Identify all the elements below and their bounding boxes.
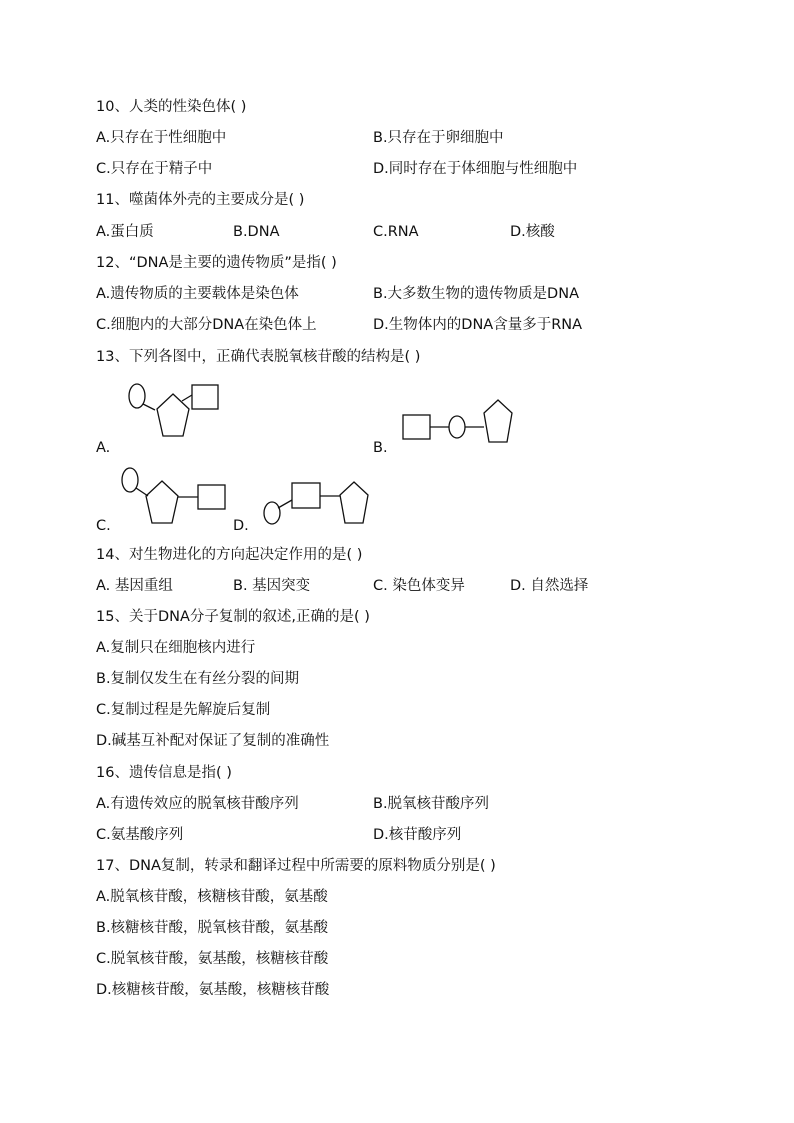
figure-a-nucleotide xyxy=(125,380,225,450)
question-12-option-b: B.大多数生物的遗传物质是DNA xyxy=(373,286,579,302)
base-square-icon xyxy=(192,385,218,409)
pentose-pentagon-icon xyxy=(340,482,368,523)
question-11-option-c: C.RNA xyxy=(373,224,419,240)
question-15-option-d: D.碱基互补配对保证了复制的准确性 xyxy=(96,733,330,749)
question-14-option-a: A. 基因重组 xyxy=(96,578,173,594)
pentose-pentagon-icon xyxy=(146,481,178,523)
question-14-option-b: B. 基因突变 xyxy=(233,578,311,594)
question-12-option-d: D.生物体内的DNA含量多于RNA xyxy=(373,317,583,333)
question-12-stem: 12、“DNA是主要的遗传物质”是指( ) xyxy=(96,255,337,271)
figure-c-nucleotide xyxy=(120,462,230,528)
question-10-option-c: C.只存在于精子中 xyxy=(96,161,213,177)
question-17-option-a: A.脱氧核苷酸，核糖核苷酸，氨基酸 xyxy=(96,889,328,905)
question-17-stem: 17、DNA复制，转录和翻译过程中所需要的原料物质分别是( ) xyxy=(96,858,496,874)
question-13-stem: 13、下列各图中，正确代表脱氧核苷酸的结构是( ) xyxy=(96,349,421,365)
question-10-option-d: D.同时存在于体细胞与性细胞中 xyxy=(373,161,578,177)
question-16-option-b: B.脱氧核苷酸序列 xyxy=(373,796,490,812)
question-16-stem: 16、遗传信息是指( ) xyxy=(96,765,232,781)
question-15-option-a: A.复制只在细胞核内进行 xyxy=(96,640,256,656)
question-12-option-a: A.遗传物质的主要载体是染色体 xyxy=(96,286,299,302)
base-square-icon xyxy=(403,415,430,439)
question-11-option-a: A.蛋白质 xyxy=(96,224,154,240)
question-17-option-d: D.核糖核苷酸，氨基酸，核糖核苷酸 xyxy=(96,982,330,998)
question-13-option-a: A. xyxy=(96,440,111,456)
question-13-option-d: D. xyxy=(233,518,249,534)
question-12-option-c: C.细胞内的大部分DNA在染色体上 xyxy=(96,317,317,333)
question-17-option-c: C.脱氧核苷酸，氨基酸，核糖核苷酸 xyxy=(96,951,329,967)
question-15-option-c: C.复制过程是先解旋后复制 xyxy=(96,702,271,718)
question-13-option-c: C. xyxy=(96,518,111,534)
base-square-icon xyxy=(292,483,320,508)
question-15-stem: 15、关于DNA分子复制的叙述,正确的是( ) xyxy=(96,609,370,625)
question-17-option-b: B.核糖核苷酸，脱氧核苷酸，氨基酸 xyxy=(96,920,329,936)
question-16-option-a: A.有遗传效应的脱氧核苷酸序列 xyxy=(96,796,299,812)
figure-d-nucleotide xyxy=(262,478,372,528)
figure-b-nucleotide xyxy=(400,396,515,446)
phosphate-circle-icon xyxy=(449,416,465,438)
question-11-option-b: B.DNA xyxy=(233,224,280,240)
question-10-stem: 10、人类的性染色体( ) xyxy=(96,99,247,115)
question-16-option-c: C.氨基酸序列 xyxy=(96,827,184,843)
question-10-option-b: B.只存在于卵细胞中 xyxy=(373,130,504,146)
question-13-option-b: B. xyxy=(373,440,388,456)
question-11-stem: 11、噬菌体外壳的主要成分是( ) xyxy=(96,192,305,208)
pentose-pentagon-icon xyxy=(484,400,512,442)
question-10-option-a: A.只存在于性细胞中 xyxy=(96,130,227,146)
question-11-option-d: D.核酸 xyxy=(510,224,555,240)
base-square-icon xyxy=(198,485,225,509)
phosphate-circle-icon xyxy=(264,502,280,524)
question-15-option-b: B.复制仅发生在有丝分裂的间期 xyxy=(96,671,300,687)
phosphate-circle-icon xyxy=(129,384,145,408)
question-16-option-d: D.核苷酸序列 xyxy=(373,827,462,843)
question-14-option-d: D. 自然选择 xyxy=(510,578,589,594)
question-14-stem: 14、对生物进化的方向起决定作用的是( ) xyxy=(96,547,363,563)
phosphate-circle-icon xyxy=(122,468,138,492)
question-14-option-c: C. 染色体变异 xyxy=(373,578,465,594)
